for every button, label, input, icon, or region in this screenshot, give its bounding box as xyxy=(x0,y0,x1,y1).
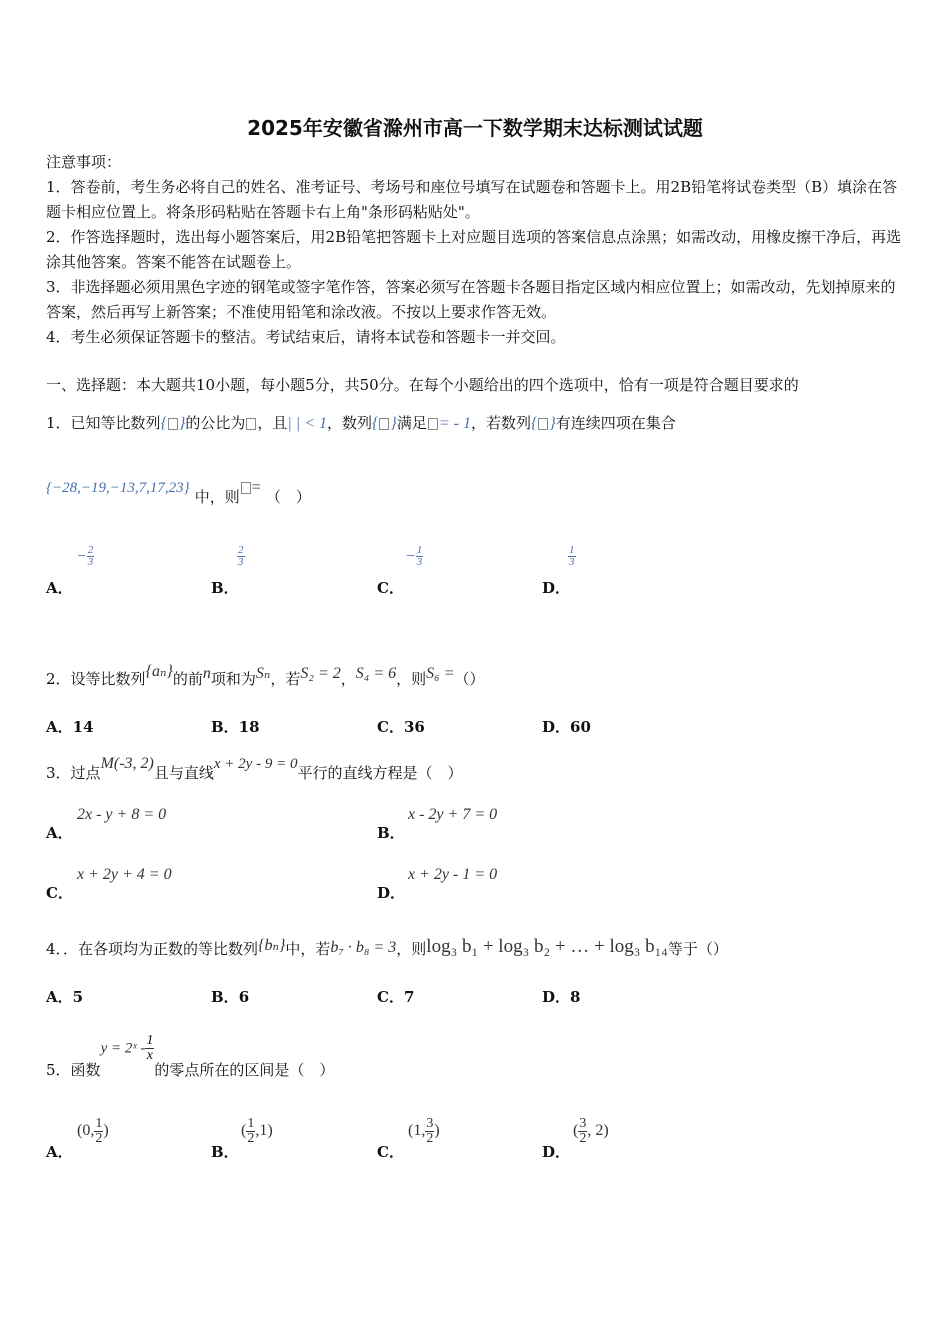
option-label: C． xyxy=(377,579,404,597)
option-label: C． xyxy=(377,718,404,736)
frac-num: 2 xyxy=(238,544,244,556)
q4-option-a[interactable] xyxy=(46,986,83,1007)
q-text: ，则 xyxy=(396,670,427,688)
q-text: ，若 xyxy=(270,670,301,688)
option-label: B． xyxy=(211,988,239,1006)
option-value: 5 xyxy=(72,988,84,1006)
option-label: D． xyxy=(542,988,571,1006)
option-value: 60 xyxy=(570,718,591,736)
q-text: ，且 xyxy=(257,414,288,432)
math-placeholder xyxy=(241,482,251,494)
option-value xyxy=(408,1117,440,1146)
notice-heading: 注意事项： xyxy=(46,153,122,171)
frac-den: x xyxy=(146,1048,153,1063)
math-seq: {aₙ} xyxy=(145,663,173,680)
option-label: A． xyxy=(46,824,73,842)
frac-num: 1 xyxy=(569,544,575,556)
option-value xyxy=(568,545,576,568)
option-label: D． xyxy=(542,579,571,597)
math-sign: − xyxy=(76,548,87,565)
q-text: ．在各项均为正数的等比数列 xyxy=(63,940,259,958)
interval-open: ( xyxy=(573,1122,579,1140)
frac-num: 3 xyxy=(426,1116,434,1131)
frac-num: 1 xyxy=(247,1116,255,1131)
math-eq: = xyxy=(251,479,261,496)
option-label: C． xyxy=(46,884,73,902)
interval-open: ( xyxy=(241,1122,247,1140)
q4-option-c[interactable] xyxy=(377,986,414,1007)
question-1-line2 xyxy=(46,476,311,506)
option-label: B． xyxy=(211,579,239,597)
q-text: 中，则 xyxy=(194,488,240,506)
frac-num: 1 xyxy=(416,544,423,556)
math-seq: { } xyxy=(530,415,556,432)
math-seq: { } xyxy=(372,415,397,432)
frac-den: 3 xyxy=(569,556,575,568)
q-text: ， xyxy=(340,670,356,688)
math-s2: S₂ = 2 xyxy=(300,665,341,682)
q-text: 中，若 xyxy=(285,940,331,958)
question-1 xyxy=(46,412,676,433)
option-value: 7 xyxy=(403,988,415,1006)
q-text: 平行的直线方程是（ ） xyxy=(297,764,463,782)
option-label: D． xyxy=(542,1143,571,1161)
option-value xyxy=(77,1117,109,1146)
math-cond: b₇ · b₈ = 3 xyxy=(330,939,397,956)
option-value xyxy=(573,1117,609,1146)
option-label: B． xyxy=(211,1143,239,1161)
option-label: B． xyxy=(377,824,405,842)
frac-den: 3 xyxy=(416,556,423,568)
math-seq: { } xyxy=(160,415,186,432)
q-text: 等于（） xyxy=(667,940,728,958)
notice-item: 2．作答选择题时，选出每小题答案后，用2B铅笔把答题卡上对应题目选项的答案信息点涂黑；如需改动，用橡皮擦干净后，再选涂其他答案。答案不能答在试题卷上。 xyxy=(46,228,902,271)
option-value: x - 2y + 7 = 0 xyxy=(408,806,498,823)
q-text: ，若数列 xyxy=(470,414,531,432)
option-label: A． xyxy=(46,988,73,1006)
math-placeholder xyxy=(428,418,438,430)
q-text: 的公比为 xyxy=(185,414,246,432)
frac-den: 2 xyxy=(579,1131,587,1146)
q2-option-d[interactable] xyxy=(542,716,591,737)
option-value: 8 xyxy=(570,988,581,1006)
math-placeholder xyxy=(246,418,256,430)
q4-option-d[interactable] xyxy=(542,986,580,1007)
option-value: 36 xyxy=(403,718,425,736)
question-5 xyxy=(46,1033,335,1079)
notice-item: 3．非选择题必须用黑色字迹的钢笔或签字笔作答，答案必须写在答题卡各题目指定区域内相应位置上；如需改动，先划掉原来的答案，然后再写上新答案；不准使用铅笔和涂改液。不按以上要求作答无效。 xyxy=(46,278,896,321)
interval-close: ) xyxy=(103,1122,109,1140)
option-value: 6 xyxy=(238,988,250,1006)
q-text: 的前 xyxy=(172,670,203,688)
question-number: 5． xyxy=(46,1060,71,1079)
frac-den: 2 xyxy=(247,1131,255,1146)
frac-num: 2 xyxy=(87,544,94,556)
interval-close: , 2) xyxy=(587,1122,609,1140)
option-value xyxy=(76,545,94,568)
q-text: 已知等比数列 xyxy=(70,414,161,432)
option-value: 18 xyxy=(238,718,260,736)
q-text: 设等比数列 xyxy=(70,670,146,688)
option-label: C． xyxy=(377,1143,404,1161)
math-log-sum: log₃ b₁ + log₃ b₂ + … + log₃ b₁₄ xyxy=(426,936,668,957)
option-label: B． xyxy=(211,718,239,736)
interval-close: ,1) xyxy=(255,1122,273,1140)
q2-option-b[interactable] xyxy=(211,716,260,737)
question-2 xyxy=(46,663,485,689)
question-number: 4． xyxy=(46,940,64,958)
interval-open: (0, xyxy=(77,1122,95,1140)
math-frac xyxy=(145,1034,154,1063)
math-seq: {bₙ} xyxy=(258,937,286,954)
option-value xyxy=(405,545,423,568)
question-4 xyxy=(46,938,728,960)
frac-den: 2 xyxy=(426,1131,434,1146)
question-number: 2． xyxy=(46,670,71,688)
q-text: 满足 xyxy=(396,414,427,432)
option-label: D． xyxy=(377,884,406,902)
q-text: 函数 xyxy=(70,1060,101,1079)
option-value: 14 xyxy=(72,718,94,736)
math-func: y = 2ˣ - xyxy=(100,1040,146,1057)
frac-den: 2 xyxy=(95,1131,103,1146)
answer-paren: （ ） xyxy=(265,488,311,506)
q2-option-a[interactable] xyxy=(46,716,94,737)
q-text: 有连续四项在集合 xyxy=(555,414,676,432)
option-label: A． xyxy=(46,1143,73,1161)
question-number: 3． xyxy=(46,764,71,782)
math-sign: − xyxy=(405,548,416,565)
q4-option-b[interactable] xyxy=(211,986,249,1007)
page-title: 2025年安徽省滁州市高一下数学期末达标测试试题 xyxy=(247,116,703,140)
math-point: M(-3, 2) xyxy=(100,755,154,772)
math-abs: | | < 1 xyxy=(287,415,327,432)
q-text: 的零点所在的区间是（ ） xyxy=(154,1060,335,1079)
notice-item: 1．答卷前，考生务必将自己的姓名、准考证号、考场号和座位号填写在试题卷和答题卡上。用2B铅笔将试卷类型（B）填涂在答题卡相应位置上。将条形码粘贴在答题卡右上角"条形码粘贴处"。 xyxy=(46,178,898,221)
frac-num: 3 xyxy=(579,1116,587,1131)
math-n: n xyxy=(202,665,211,682)
answer-paren: （） xyxy=(454,670,485,688)
q-text: 项和为 xyxy=(210,670,256,688)
notice-item: 4．考生必须保证答题卡的整洁。考试结束后，请将本试卷和答题卡一并交回。 xyxy=(46,328,566,346)
section-heading: 一、选择题：本大题共10小题，每小题5分，共50分。在每个小题给出的四个选项中，恰有一项是符合题目要求的 xyxy=(46,376,799,394)
math-relation: = - 1 xyxy=(438,415,471,432)
option-value: x + 2y + 4 = 0 xyxy=(77,866,172,883)
option-value: x + 2y - 1 = 0 xyxy=(408,866,498,883)
q-text: 且与直线 xyxy=(153,764,214,782)
option-label: D． xyxy=(542,718,571,736)
interval-open: (1, xyxy=(408,1122,426,1140)
option-label: A． xyxy=(46,718,73,736)
frac-den: 3 xyxy=(238,556,244,568)
math-s4: S₄ = 6 xyxy=(355,665,397,682)
question-number: 1． xyxy=(46,414,71,432)
q2-option-c[interactable] xyxy=(377,716,425,737)
notice-block xyxy=(46,150,904,350)
option-label: C． xyxy=(377,988,404,1006)
math-s6: S₆ = xyxy=(426,665,455,682)
frac-num: 1 xyxy=(146,1033,154,1048)
option-value: 2x - y + 8 = 0 xyxy=(77,806,167,823)
option-label: A． xyxy=(46,579,73,597)
question-3 xyxy=(46,755,463,783)
frac-den: 3 xyxy=(87,556,94,568)
option-value xyxy=(237,545,245,568)
math-sn: Sₙ xyxy=(255,665,271,682)
q-text: ，数列 xyxy=(327,414,373,432)
q-text: ，则 xyxy=(396,940,427,958)
math-set: {−28,−19,−13,7,17,23} xyxy=(46,480,190,496)
math-line: x + 2y - 9 = 0 xyxy=(213,756,298,772)
option-value xyxy=(241,1117,273,1146)
frac-num: 1 xyxy=(95,1116,103,1131)
interval-close: ) xyxy=(434,1122,440,1140)
q-text: 过点 xyxy=(70,764,101,782)
